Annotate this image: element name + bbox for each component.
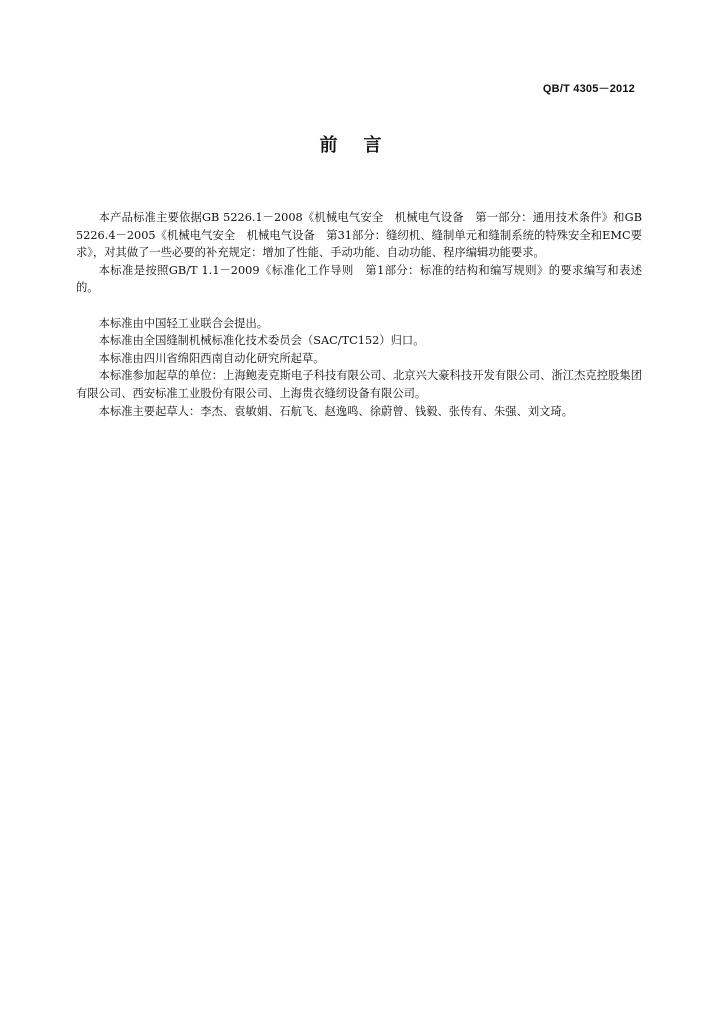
paragraph-administrator: 本标准由全国缝制机械标准化技术委员会（SAC/TC152）归口。 — [98, 334, 425, 348]
paragraph-basis: 本产品标准主要依据GB 5226.1－2008《机械电气安全 机械电气设备 第一部分：通用技术条件》和GB 5226.4－2005《机械电气安全 机械电气设备 第31部分：缝纫机、缝制单元和缝制系统的特殊安全和EMC要求》，对其做了一些必要的补充规定：增加了性能、手动功能、自动功能、程序编辑功能要求。 — [76, 211, 642, 260]
standard-code: QB/T 4305－2012 — [542, 83, 635, 95]
paragraph-drafting-rules: 本标准是按照GB/T 1.1－2009《标准化工作导则 第1部分：标准的结构和编写规则》的要求编写和表述的。 — [76, 263, 642, 295]
paragraph-drafters: 本标准主要起草人：李杰、袁敏娟、石航飞、赵逸鸣、徐蔚曾、钱毅、张传有、朱强、刘文琦。 — [98, 404, 574, 418]
paragraph-participants: 本标准参加起草的单位：上海鲍麦克斯电子科技有限公司、北京兴大豪科技开发有限公司、浙江杰克控股集团有限公司、西安标准工业股份有限公司、上海贵衣缝纫设备有限公司。 — [76, 369, 642, 400]
page-title: 前言 — [319, 135, 408, 156]
foreword-body — [76, 209, 642, 420]
paragraph-proposer: 本标准由中国轻工业联合会提出。 — [98, 316, 269, 330]
paragraph-spacer — [76, 297, 642, 315]
paragraph-drafting-org: 本标准由四川省绵阳西南自动化研究所起草。 — [98, 351, 325, 365]
